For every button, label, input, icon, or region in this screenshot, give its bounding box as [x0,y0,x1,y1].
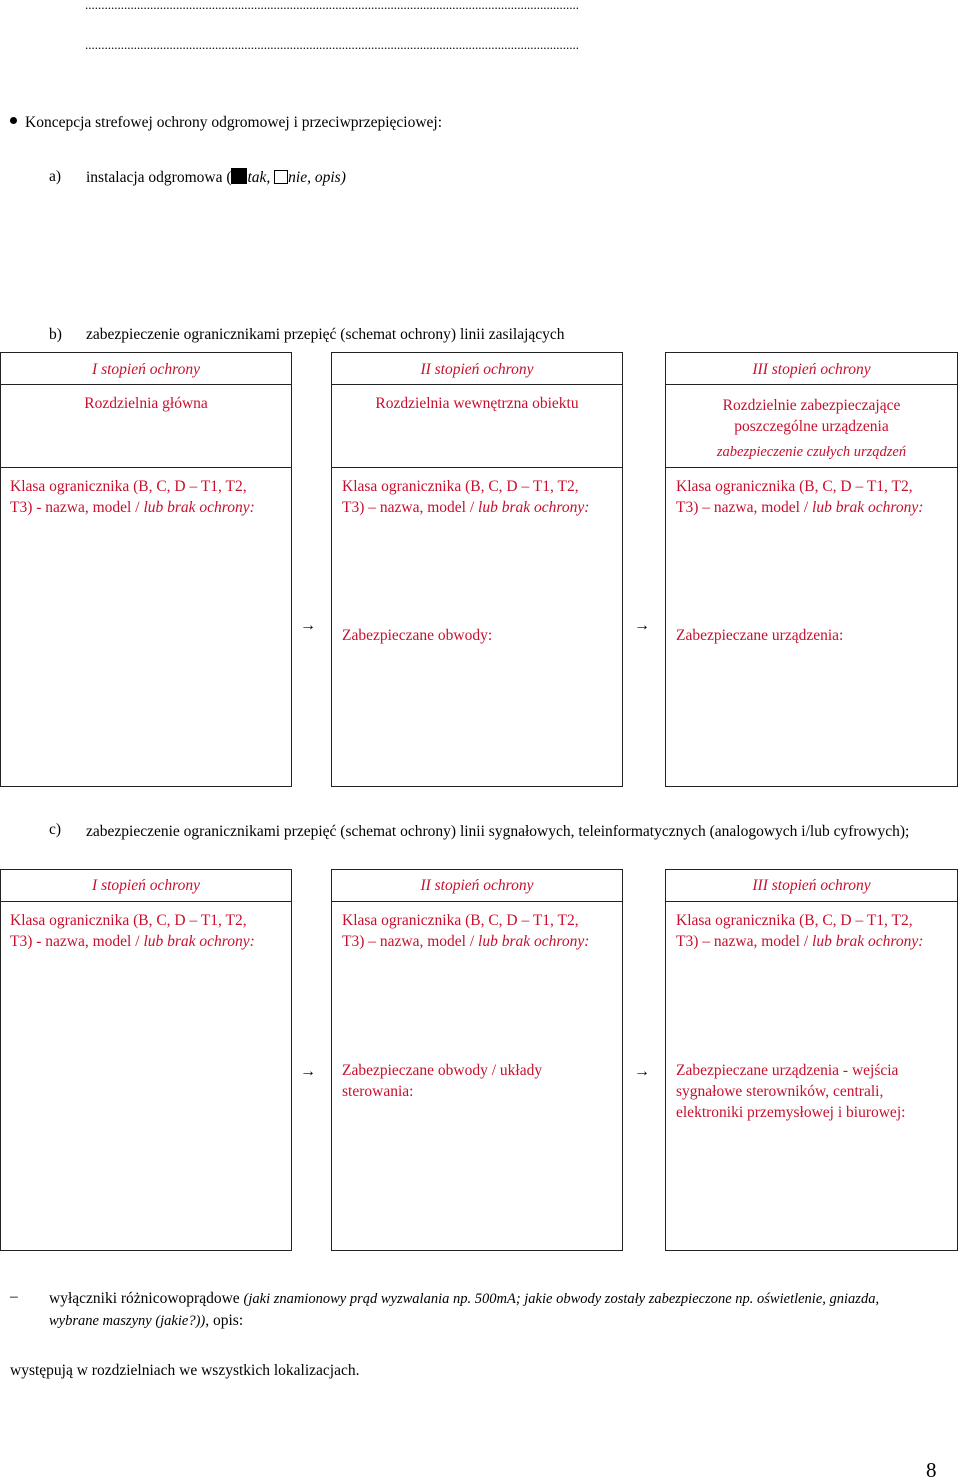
arrow-right-icon: → [300,617,316,634]
rcd-label: wyłączniki różnicowoprądowe [49,1290,240,1307]
table-b-col1-subheader: Rozdzielnia główna [84,395,208,412]
page-number: 8 [926,1458,937,1482]
table-b-col2-header-rule [331,384,623,385]
table-b-col1-header-rule [0,384,292,385]
option-yes-label: tak, [247,169,271,186]
table-c-col1-klasa-a: Klasa ogranicznika (B, C, D – T1, T2, T3) - nazwa, model / [10,912,247,950]
item-c-marker: c) [49,821,62,838]
table-b-col1-box [0,352,292,787]
table-b-col2-protected: Zabezpieczane obwody: [342,627,493,644]
rcd-suffix: , opis: [205,1312,244,1329]
table-b-col1-klasa [10,476,260,518]
item-a-row [86,168,346,187]
table-b-col3-protected: Zabezpieczane urządzenia: [676,627,844,644]
item-c-label: zabezpieczenie ogranicznikami przepięć (schemat ochrony) linii sygnałowych, teleinformatycznych (analogowych i/lub cyfrowych); [86,823,910,840]
rcd-bullet: – [10,1288,18,1305]
table-b-col2-box [331,352,623,787]
table-b-col1-sub-rule [0,467,292,468]
bullet-icon [10,117,17,124]
table-c-col3-header-rule [665,901,958,902]
table-b-col2-klasa-a: Klasa ogranicznika (B, C, D – T1, T2, T3) – nazwa, model / [342,478,579,516]
table-c-col2-protected: Zabezpieczane obwody / układy sterowania: [342,1062,543,1100]
table-c-col2-header: II stopień ochrony [420,877,534,894]
arrow-right-icon: → [634,1063,650,1080]
table-b-col3-klasa-a: Klasa ogranicznika (B, C, D – T1, T2, T3) – nazwa, model / [676,478,913,516]
table-b-col2-subheader: Rozdzielnia wewnętrzna obiektu [375,395,579,412]
dotted-line-1: ........................................................................................................................................................ [85,0,579,12]
table-b-col3-header: III stopień ochrony [752,361,871,378]
item-b-label: zabezpieczenie ogranicznikami przepięć (schemat ochrony) linii zasilających [86,326,565,343]
table-b-col2-header: II stopień ochrony [420,361,534,378]
arrow-right-icon: → [634,617,650,634]
item-a-label: instalacja odgromowa ( [86,169,232,186]
item-b-marker: b) [49,326,62,343]
dotted-line-2: ........................................................................................................................................................ [85,37,579,52]
table-b-col3-header-rule [665,384,958,385]
arrow-right-icon: → [300,1063,316,1080]
table-b-col3-klasa [676,476,926,518]
table-b-col3-sub-rule [665,467,958,468]
table-b-col1-klasa-a: Klasa ogranicznika (B, C, D – T1, T2, T3) - nazwa, model / [10,478,247,516]
table-b-col3-klasa-b: lub brak ochrony: [812,499,924,516]
section-heading: Koncepcja strefowej ochrony odgromowej i przeciwprzepięciowej: [25,114,443,131]
table-b-col1-klasa-b: lub brak ochrony: [143,499,255,516]
table-c-col3-klasa-b: lub brak ochrony: [812,933,924,950]
rcd-note: (jaki znamionowy prąd wyzwalania np. 500mA; jakie obwody zostały zabezpieczone np. oświetlenie, gniazda, wybrane maszyny (jakie?)) [49,1291,880,1329]
checkbox-yes[interactable] [231,168,247,184]
table-c-col2-header-rule [331,901,623,902]
table-c-col1-klasa [10,910,260,952]
option-no-label: nie, opis) [288,169,346,186]
table-c-col1-header: I stopień ochrony [92,877,200,894]
table-c-col2-klasa-a: Klasa ogranicznika (B, C, D – T1, T2, T3) – nazwa, model / [342,912,579,950]
table-b-col3-subnote: zabezpieczenie czułych urządzeń [716,444,907,460]
table-b-col3-subheader: Rozdzielnie zabezpieczające poszczególne urządzenia [722,397,901,435]
heading-row [10,114,442,132]
table-c-col1-header-rule [0,901,292,902]
table-c-col1-klasa-b: lub brak ochrony: [143,933,255,950]
table-c-col3-klasa-a: Klasa ogranicznika (B, C, D – T1, T2, T3) – nazwa, model / [676,912,913,950]
table-c-col3-header: III stopień ochrony [752,877,871,894]
checkbox-no[interactable] [274,170,288,184]
table-c-col2-klasa-b: lub brak ochrony: [478,933,590,950]
table-b-col1-header: I stopień ochrony [92,361,200,378]
table-c-col3-klasa [676,910,926,952]
table-b-col2-klasa-b: lub brak ochrony: [478,499,590,516]
table-b-col2-sub-rule [331,467,623,468]
table-b-col2-klasa [342,476,592,518]
item-a-marker: a) [49,168,62,185]
rcd-paragraph [49,1288,929,1332]
table-c-col2-klasa [342,910,592,952]
answer-text: występują w rozdzielniach we wszystkich lokalizacjach. [10,1362,360,1379]
table-c-col3-protected: Zabezpieczane urządzenia - wejścia sygnałowe sterowników, centrali, elektroniki przemysłowej i biurowej: [676,1062,906,1121]
